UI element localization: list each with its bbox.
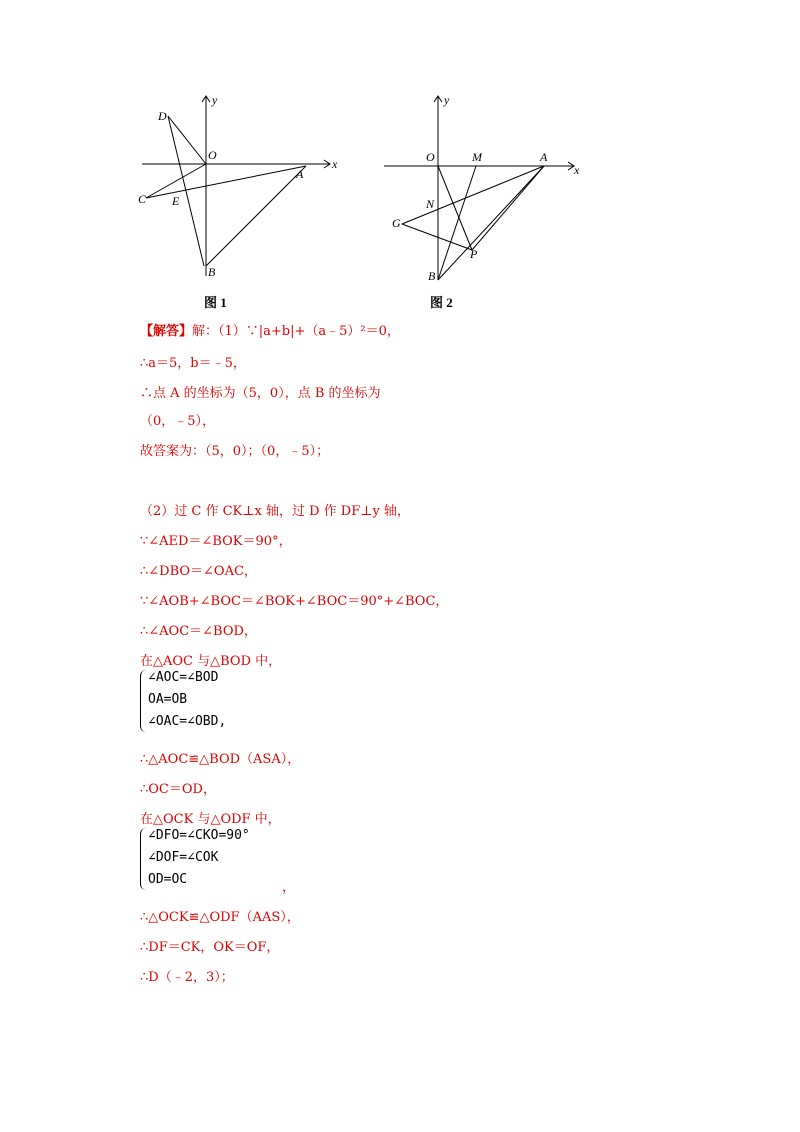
fig2-label-p: P (470, 247, 478, 261)
equation-system-1 (140, 670, 340, 736)
system-2-row-2: ∠DOF=∠COK (148, 850, 219, 865)
solution-line-1 (140, 320, 400, 339)
figure-1-diagram (130, 90, 350, 290)
fig2-label-a: A (540, 150, 548, 164)
solution-line-13: ∴OC＝OD， (140, 782, 216, 797)
fig1-label-o: O (208, 148, 217, 162)
system-2-row-1: ∠DFO=∠CKO=90° (148, 828, 250, 843)
fig1-label-a: A (296, 167, 304, 181)
system-1-row-1: ∠AOC=∠BOD (148, 670, 219, 685)
figure-2-caption: 图 2 (430, 295, 453, 310)
brace-1 (140, 670, 147, 732)
solution-line-3: ∴点 A 的坐标为（5，0），点 B 的坐标为 (140, 386, 381, 401)
figure-1 (130, 90, 350, 290)
equation-system-2 (140, 828, 340, 894)
fig2-label-m: M (472, 150, 482, 164)
solution-line-12: ∴△AOC≌△BOD（ASA）， (140, 752, 301, 767)
fig2-label-y: y (444, 93, 450, 107)
system-1-row-3: ∠OAC=∠OBD, (148, 714, 227, 729)
fig2-label-o: O (426, 150, 435, 164)
brace-2 (140, 828, 147, 890)
fig1-label-c: C (138, 192, 147, 206)
system-2-row-3: OD=OC (148, 872, 188, 887)
solution-line-16: ∴DF＝CK，OK＝OF， (140, 940, 280, 955)
solution-line-7: ∵∠AED＝∠BOK＝90°， (140, 534, 292, 549)
fig2-label-x: x (574, 163, 580, 177)
solution-line-11: 在△AOC 与△BOD 中， (140, 654, 282, 669)
figure-2-diagram (380, 90, 590, 290)
fig2-label-b: B (428, 269, 436, 283)
fig1-label-b: B (208, 265, 216, 279)
solution-line-14: 在△OCK 与△ODF 中， (140, 812, 281, 827)
figure-2 (380, 90, 590, 290)
system-1-row-2: OA=OB (148, 692, 188, 707)
fig1-label-e: E (172, 194, 180, 208)
fig1-label-d: D (158, 109, 167, 123)
figure-1-caption: 图 1 (204, 295, 227, 310)
solution-line-4: （0，﹣5）， (140, 414, 216, 429)
solution-line-17: ∴D（﹣2，3）； (140, 970, 234, 985)
fig2-label-n: N (426, 197, 435, 211)
fig1-label-x: x (332, 157, 338, 171)
solution-line-10: ∴∠AOC＝∠BOD， (140, 624, 257, 639)
fig2-label-g: G (392, 216, 401, 230)
solution-header: 【解答】 (140, 324, 193, 339)
system-2-comma: ， (282, 880, 296, 895)
solution-line-9: ∵∠AOB+∠BOC＝∠BOK+∠BOC＝90°+∠BOC， (140, 594, 449, 609)
solution-line-5: 故答案为：（5，0）；（0，﹣5）； (140, 444, 330, 459)
solution-line-8: ∴∠DBO＝∠OAC， (140, 564, 257, 579)
fig1-label-y: y (212, 93, 218, 107)
solution-line-2: ∴a＝5，b＝﹣5， (140, 356, 246, 371)
solution-intro: 解：（1）∵|a+b|+（a﹣5）²＝0， (192, 324, 400, 339)
solution-line-6: （2）过 C 作 CK⊥x 轴，过 D 作 DF⊥y 轴， (140, 504, 410, 519)
solution-line-15: ∴△OCK≌△ODF（AAS）， (140, 910, 300, 925)
